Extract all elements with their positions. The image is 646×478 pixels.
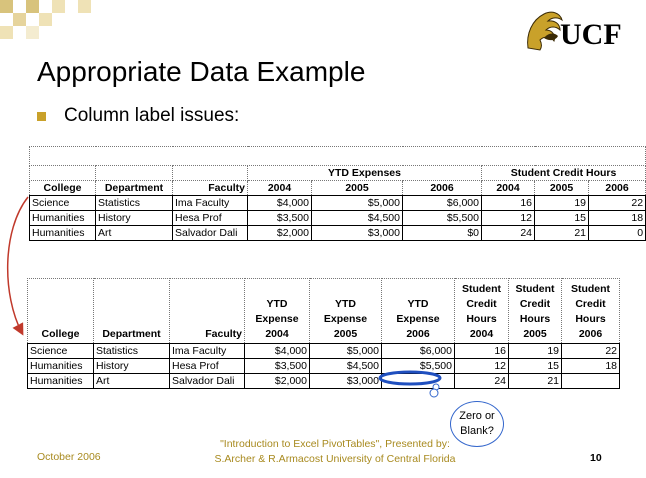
corner-squares-decoration [0, 0, 110, 45]
header-line: 2004 [469, 328, 494, 340]
table-row [30, 196, 646, 211]
header-cell: 2004 [482, 181, 535, 196]
table-row [30, 226, 646, 241]
cell-college: Humanities [28, 359, 94, 374]
cell-hours-2005: 19 [509, 344, 562, 359]
header-line: Student [461, 283, 502, 295]
ucf-logo [522, 8, 632, 52]
header-blank-cell [96, 166, 173, 181]
table-row [28, 374, 620, 389]
header-cell [170, 279, 245, 344]
header-line: Hours [519, 313, 551, 325]
header-blank-cell [30, 166, 96, 181]
cell-faculty: Ima Faculty [173, 196, 248, 211]
header-cell: 2006 [403, 181, 482, 196]
cell-hours-2005: 15 [535, 211, 589, 226]
cell-expense-2005: $4,500 [312, 211, 403, 226]
header-line: Credit [466, 298, 497, 310]
cell-expense-2004: $2,000 [245, 374, 310, 389]
slide-title: Appropriate Data Example [37, 56, 366, 87]
cell-expense-2005: $3,000 [312, 226, 403, 241]
header-group-ytd-expenses: YTD Expenses [248, 166, 482, 181]
header-line: Hours [466, 313, 497, 325]
cell-college: Science [28, 344, 94, 359]
cell-college: Humanities [30, 211, 96, 226]
cell-faculty: Hesa Prof [170, 359, 245, 374]
header-blank-cell [173, 166, 248, 181]
cell-hours-2004: 24 [482, 226, 535, 241]
header-cell [509, 279, 562, 344]
cell-college: Humanities [30, 226, 96, 241]
cell-expense-2006: $6,000 [382, 344, 455, 359]
header-line: Credit [575, 298, 606, 310]
header-cell: 2005 [312, 181, 403, 196]
ucf-logo-text: UCF [560, 18, 622, 51]
header-line: YTD [407, 298, 429, 310]
table-row [28, 359, 620, 374]
cell-department: Art [94, 374, 170, 389]
header-cell: Department [96, 181, 173, 196]
cell-department: History [94, 359, 170, 374]
header-cell [562, 279, 620, 344]
cell-expense-2006: $0 [403, 226, 482, 241]
footer-citation-line: S.Archer & R.Armacost University of Central Florida [214, 453, 456, 465]
thought-bubble-dot [430, 389, 438, 397]
header-cell: College [30, 181, 96, 196]
cell-college: Humanities [28, 374, 94, 389]
table-multi-level-headers [29, 146, 646, 241]
header-line: Expense [396, 313, 440, 325]
header-cell [94, 279, 170, 344]
cell-expense-2006: $5,500 [382, 359, 455, 374]
cell-hours-2004: 12 [482, 211, 535, 226]
cell-department: Statistics [94, 344, 170, 359]
cell-expense-2004: $4,000 [245, 344, 310, 359]
cell-expense-2006: $6,000 [403, 196, 482, 211]
cell-hours-2005: 21 [535, 226, 589, 241]
table-single-header [27, 278, 620, 389]
cell-hours-2005: 21 [509, 374, 562, 389]
connector-arrow [8, 197, 28, 333]
bullet-square-icon [37, 112, 46, 121]
header-line: Credit [519, 298, 551, 310]
footer-citation-line: "Introduction to Excel PivotTables", Presented by: [220, 438, 450, 450]
cell-expense-2005: $3,000 [310, 374, 382, 389]
cell-department: Art [96, 226, 173, 241]
cell-expense-2004: $3,500 [248, 211, 312, 226]
header-row [30, 181, 646, 196]
cell-hours-2006: 18 [562, 359, 620, 374]
bullet-item [37, 105, 239, 127]
cell-hours-2006 [562, 374, 620, 389]
header-cell [455, 279, 509, 344]
cell-hours-2004: 16 [455, 344, 509, 359]
bullet-text: Column label issues: [64, 105, 240, 126]
footer-date: October 2006 [37, 451, 101, 463]
header-cell [382, 279, 455, 344]
header-line: Student [570, 283, 611, 295]
cell-hours-2005: 15 [509, 359, 562, 374]
header-line: 2006 [578, 328, 603, 340]
header-cell: 2005 [535, 181, 589, 196]
cell-faculty: Ima Faculty [170, 344, 245, 359]
page-number: 10 [590, 452, 602, 464]
header-cell [310, 279, 382, 344]
header-cell [28, 279, 94, 344]
cell-hours-2005: 19 [535, 196, 589, 211]
cell-hours-2006: 18 [589, 211, 646, 226]
callout-line: Blank? [460, 425, 494, 437]
header-line: Department [102, 328, 161, 340]
cell-expense-2005: $5,000 [312, 196, 403, 211]
cell-expense-2005: $5,000 [310, 344, 382, 359]
cell-faculty: Salvador Dali [173, 226, 248, 241]
header-line: Hours [575, 313, 606, 325]
cell-expense-2004: $4,000 [248, 196, 312, 211]
header-line: 2004 [265, 328, 289, 340]
header-group-student-credit-hours: Student Credit Hours [482, 166, 646, 181]
cell-department: Statistics [96, 196, 173, 211]
cell-expense-2004: $3,500 [245, 359, 310, 374]
header-line: YTD [335, 298, 356, 310]
header-cell: Faculty [173, 181, 248, 196]
header-line: Expense [255, 313, 299, 325]
header-line: YTD [266, 298, 288, 310]
header-cell: 2006 [589, 181, 646, 196]
cell-hours-2004: 24 [455, 374, 509, 389]
header-line: Expense [323, 313, 368, 325]
table-row [28, 344, 620, 359]
cell-hours-2004: 16 [482, 196, 535, 211]
cell-expense-2006 [382, 374, 455, 389]
header-spacer-row [30, 147, 646, 166]
header-row [28, 279, 620, 344]
header-line: Faculty [205, 328, 242, 340]
cell-hours-2004: 12 [455, 359, 509, 374]
header-cell [245, 279, 310, 344]
cell-hours-2006: 22 [589, 196, 646, 211]
header-line: 2006 [406, 328, 430, 340]
cell-expense-2006: $5,500 [403, 211, 482, 226]
header-spacer-cell [30, 147, 646, 166]
callout-line: Zero or [459, 410, 495, 422]
cell-expense-2005: $4,500 [310, 359, 382, 374]
cell-faculty: Hesa Prof [173, 211, 248, 226]
header-line: 2005 [333, 328, 358, 340]
header-line: Student [515, 283, 555, 295]
header-cell: 2004 [248, 181, 312, 196]
cell-hours-2006: 0 [589, 226, 646, 241]
cell-hours-2006: 22 [562, 344, 620, 359]
cell-college: Science [30, 196, 96, 211]
header-line: 2005 [523, 328, 547, 340]
cell-faculty: Salvador Dali [170, 374, 245, 389]
footer-citation [200, 437, 470, 467]
cell-department: History [96, 211, 173, 226]
header-group-row [30, 166, 646, 181]
cell-expense-2004: $2,000 [248, 226, 312, 241]
table-row [30, 211, 646, 226]
header-line: College [41, 328, 80, 340]
pegasus-icon [528, 12, 562, 50]
